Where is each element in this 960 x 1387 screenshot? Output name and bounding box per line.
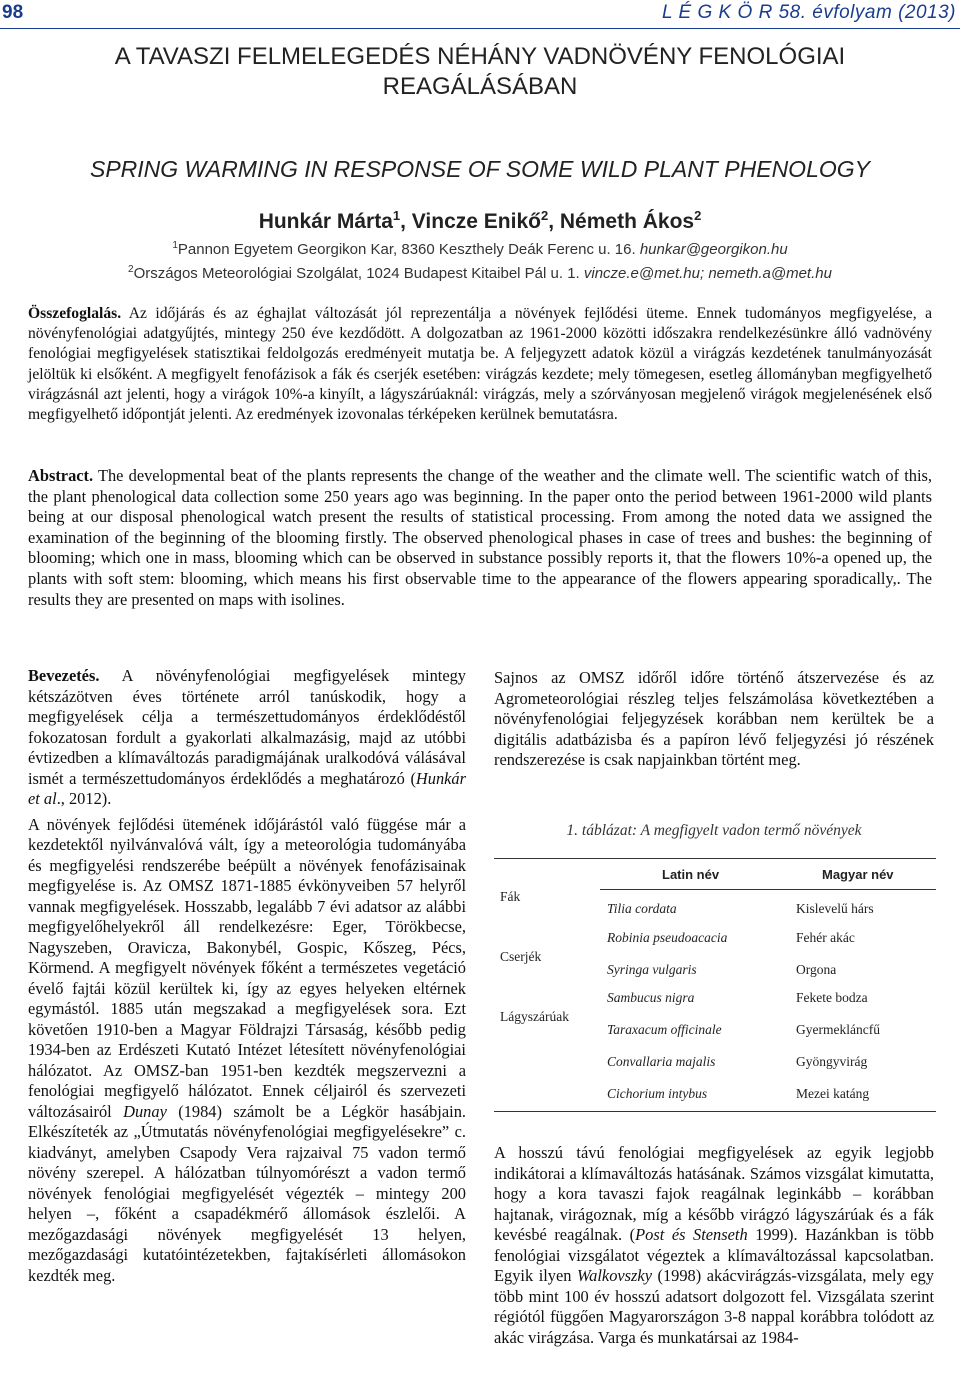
author-sup: 2 <box>540 208 549 223</box>
article-title <box>0 42 960 102</box>
right-column-bottom <box>494 1143 934 1353</box>
aff-text: Országos Meteorológiai Szolgálat, 1024 Budapest Kitaibel Pál u. 1. <box>133 265 584 282</box>
intro-text-end: ., 2012). <box>56 789 112 808</box>
citation: Dunay <box>123 1101 167 1121</box>
english-title: SPRING WARMING IN RESPONSE OF SOME WILD PLANT PHENOLOGY <box>89 156 870 182</box>
intro-text: A növényfenológiai megfigyelések mintegy kétszázötven éves története arról tanúskodik, hogy a megfigyelések célja a természettudományos érdeklődéstől fokozatosan fordult a gyakorlati alkalmazásig, majd az utóbbi évtizedben a klímaváltozás paradigmájának uralkodóvá válásával ismét a természettudományos érdeklődés a meghatározó ( <box>28 666 466 788</box>
history-text: A növények fejlődési ütemének időjárástól való függése már a kezdetektől nyilvánvalóvá vált, így a meteorológia tudományába és megfigyelési rendszerébe beépült a növények fenofázisainak megfigyelése is. Az OMSZ 1871-1885 évkönyveiben 57 helyről vannak megfigyelések. Hosszabb, legalább 7 évi adatsor az alábbi megfigyelőhelyekről áll rendelkezésre: Eger, Törökbecse, Nagyszeben, Oravicza, Bakonybél, Gospic, Kőszeg, Pécs, Körmend. A megfigyelt növények főként a természetes vegetáció évelő fajtái közül kerültek ki, így az egyes helyeken eltérnek egymástól. 1885 után megszakad a megfigyelések sora. Ezt követően 1910-ben a Magyar Földrajzi Társaság, később pedig 1934-ben az Erdészeti Kutató Intézet létesített növényfenológiai hálózatot. Az OMSZ-ban 1951-ben kezdték megszervezni a fenológiai megfigyelő hálózatot. Ennek céljairól és szervezeti változásairól <box>28 814 466 1121</box>
table-header-rule <box>600 889 936 890</box>
latin-name: Sambucus nigra <box>607 990 695 1005</box>
citation: Hunkár et al <box>28 768 466 808</box>
author-name: Hunkár Márta <box>258 210 393 233</box>
col-header-latin: Latin név <box>662 867 720 882</box>
author-sup: 2 <box>694 208 702 223</box>
header-rule <box>0 28 960 29</box>
hungarian-summary <box>28 304 932 425</box>
summary-label: Összefoglalás. <box>28 305 122 322</box>
indicator-text-end: (1998) akácvirágzás-vizsgálata, mely egy több mint 100 év hosszú adatsort dolgozott fel. Vizsgálata szerint régiótól függően Magyarországon 3-8 nappal korábbra tolódott az akác virágzása. Varga és munkatársai az 1984- <box>494 1266 934 1347</box>
aff-email[interactable]: vincze.e@met.hu; nemeth.a@met.hu <box>583 265 832 282</box>
latin-name: Taraxacum officinale <box>607 1022 722 1037</box>
page-number: 98 <box>2 2 24 23</box>
author-name: Vincze Enikő <box>411 210 541 233</box>
indicator-text-cont: 1999). Hazánkban is több fenológiai vizsgálatot végeztek a klímaváltozással kapcsolatban. Egyik ilyen <box>494 1225 934 1285</box>
col-header-hungarian: Magyar név <box>822 867 894 882</box>
right-column-top <box>494 668 934 776</box>
citation: Walkovszky <box>577 1266 652 1285</box>
history-paragraph <box>28 815 466 1287</box>
running-header <box>0 0 960 28</box>
abstract-label: Abstract. <box>28 466 94 485</box>
hungarian-name: Mezei katáng <box>796 1086 870 1101</box>
group-label: Fák <box>500 889 521 904</box>
group-label: Lágyszárúak <box>500 1009 569 1024</box>
hungarian-name: Kislevelű hárs <box>796 901 874 916</box>
history-text-cont: (1984) számolt be a Légkör hasábjain. Elkészíteték az „Útmutatás növényfenológiai megfigyelésekre” c. kiadványt, amelyben Csapody Vera rajzaival 75 vadon termő növény szerepel. A hálózatban túlnyomórészt a vadon termő növények fenológiai megfigyelését végezték – mintegy 200 helyen –, főként a csapadékmérő állomások észlelői. A mezőgazdasági növények megfigyelését 13 helyen, mezőgazdasági kutatóintézetekben, fajtakísérleti állomásokon kezdték meg. <box>28 1101 466 1285</box>
aff-text: Pannon Egyetem Georgikon Kar, 8360 Keszthely Deák Ferenc u. 16. <box>177 241 640 258</box>
latin-name: Convallaria majalis <box>607 1054 716 1069</box>
author-name: Németh Ákos <box>559 210 695 233</box>
citation: Post és Stenseth <box>635 1225 748 1244</box>
indicator-text: A hosszú távú fenológiai megfigyelések az egyik legjobb indikátorai a klímaváltozás hatásának. Számos vizsgálat kimutatta, hogy a kora tavaszi fajok reagálnak leginkább – korábban hajtanak, virágoznak, míg a később virágzó lágyszárúak és a fák kevésbé reagálnak. ( <box>494 1143 934 1244</box>
hungarian-name: Gyöngyvirág <box>796 1054 868 1069</box>
hungarian-name: Fehér akác <box>796 930 855 945</box>
summary-text: Az időjárás és az éghajlat változását jól reprezentálja a növények fejlődési üteme. Ennek tudományos megfigyelése, a növényfenológiai adatgyűjtés, mintegy 250 éve kezdődött. A dolgozatban az 1961-2000 közötti időszakra rendelkezésünkre álló vadnövény fenológiai megfigyelések statisztikai feldolgozás eredményeit mutatja be. A feljegyzett adatok közül a virágzás kezdetének tanulmányozását jelöltük ki elsőként. A megfigyelt fenofázisok a fák és cserjék esetében: virágzás kezdete; mely tömegesen, esetleg állományban megfigyelhető virágzásnál azt jelenti, hogy a virágok 10%-a kinyílt, a lágyszárúaknál: virágzás, mely a szórványosan megjelenő virágok megjelenésének első megfigyelhető időpontját jelenti. Az eredmények izovonalas térképeken kerülnek bemutatásra. <box>28 305 932 424</box>
abstract-text: The developmental beat of the plants represents the change of the weather and the climate well. The scientific watch of this, the plant phenological data collection some 250 years ago was beginning. In the paper onto the period between 1961-2000 wild plants being at our disposal phenological watch present the results of statistical processing. From among the noted data we assigned the examination of the beginning of the blooming firstly. The observed phenological phases in case of trees and bushes: the beginning of blooming; which one in mass, blooming which can be observed in substance possibly reports it, that the flowers 10%-a opened up, the plants with soft stem: blooming, which means his first observable time to the appearance of the flowers appearing sporadically,. The results they are presented on maps with isolines. <box>28 466 932 609</box>
journal-info: L É G K Ö R 58. évfolyam (2013) <box>662 2 956 23</box>
hungarian-name: Fekete bodza <box>796 990 868 1005</box>
reorg-paragraph: Sajnos az OMSZ időről időre történő átszervezése és az Agrometeorológiai részleg teljes felszámolása következtében a növényfenológiai feljegyzések korábban nem kerültek be a digitális adatbázisba és a papíron lévő feljegyzési jó részének rendszerezése is csak napjainkban történt meg. <box>494 668 934 769</box>
intro-paragraph <box>28 666 466 810</box>
english-abstract <box>28 466 932 610</box>
group-label: Cserjék <box>500 949 542 964</box>
aff-email[interactable]: hunkar@georgikon.hu <box>639 241 788 258</box>
table-caption: 1. táblázat: A megfigyelt vadon termő növények <box>566 822 862 839</box>
affiliation-2 <box>0 264 960 282</box>
title-line-2: REAGÁLÁSÁBAN <box>382 73 578 100</box>
latin-name: Syringa vulgaris <box>607 962 697 977</box>
aff-sup: 1 <box>172 240 178 251</box>
left-column <box>28 666 466 1291</box>
latin-name: Robinia pseudoacacia <box>607 930 728 945</box>
aff-sup: 2 <box>128 264 134 275</box>
latin-name: Cichorium intybus <box>607 1086 708 1101</box>
author-sup: 1 <box>392 208 401 223</box>
hungarian-name: Gyermekláncfű <box>796 1022 880 1037</box>
title-line-1: A TAVASZI FELMELEGEDÉS NÉHÁNY VADNÖVÉNY FENOLÓGIAI <box>114 43 846 70</box>
affiliation-1 <box>0 240 960 258</box>
indicator-paragraph <box>494 1143 934 1348</box>
plants-table <box>494 858 936 1112</box>
authors: Hunkár Márta$^1$, Vincze Enikő$^2$, Németh Ákos$^2$ <box>258 208 702 233</box>
intro-label: Bevezetés. <box>28 666 100 685</box>
hungarian-name: Orgona <box>796 962 837 977</box>
latin-name: Tilia cordata <box>607 901 677 916</box>
